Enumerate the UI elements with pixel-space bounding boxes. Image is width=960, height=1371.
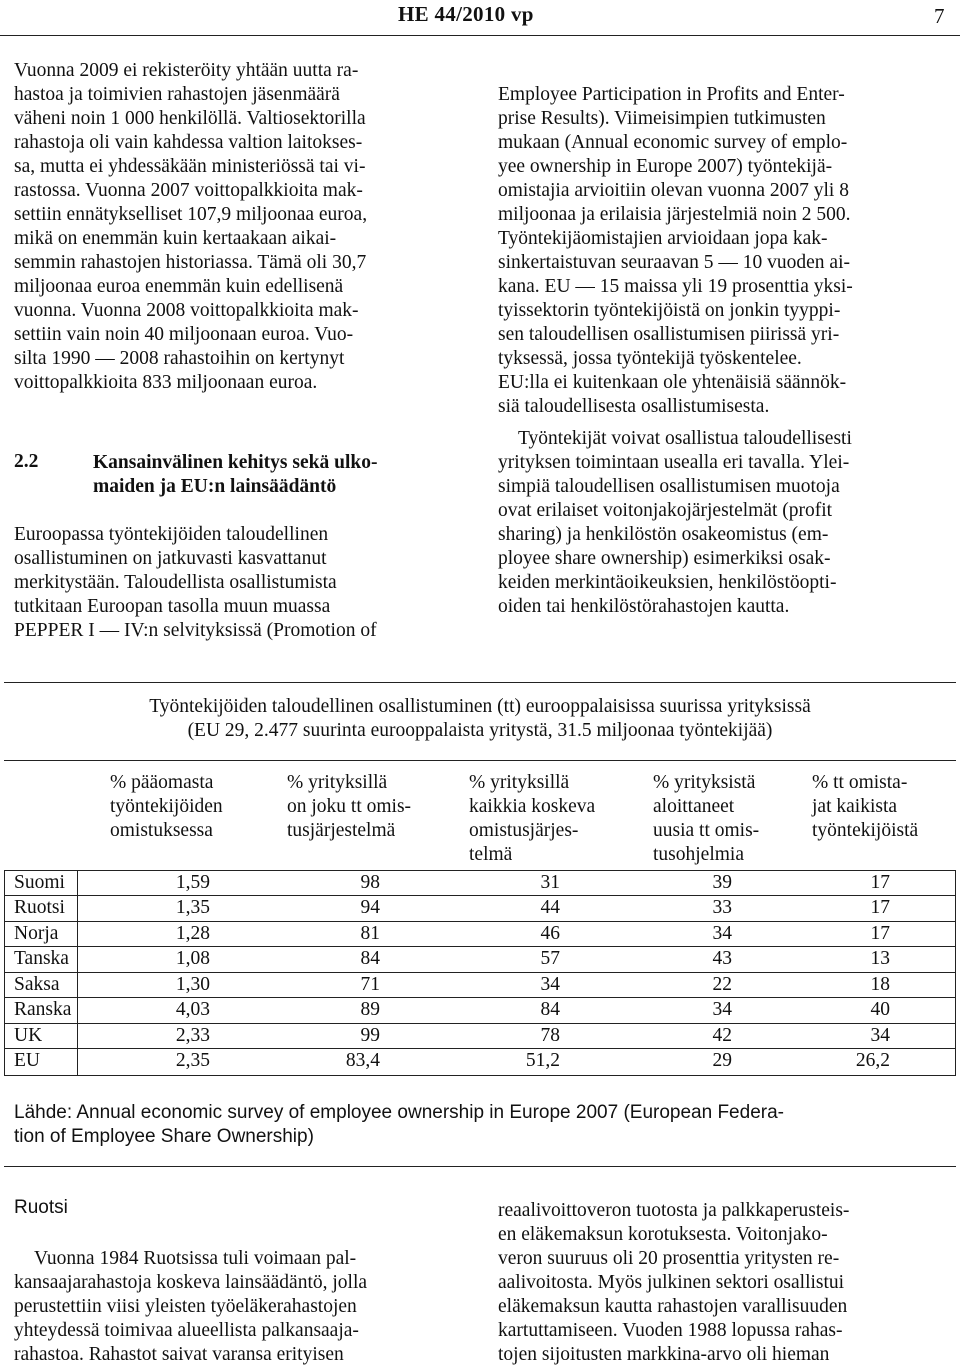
document-id: HE 44/2010 vp [398,2,534,26]
text-line: yee ownership in Europe 2007) työntekijä- [498,156,833,177]
row-label: EU [14,1050,40,1071]
subheading: Ruotsi [14,1197,68,1218]
table-rule [4,1023,956,1024]
text-line: kana. EU — 15 maissa yli 19 prosenttia yksi- [498,276,853,297]
row-label: Ruotsi [14,897,65,918]
table-cell: 1,28 [175,923,210,944]
column-header-line: aloittaneet [653,796,735,817]
text-line: Euroopassa työntekijöiden taloudellinen [14,524,329,545]
table-cell: 98 [360,872,380,893]
text-line: silta 1990 — 2008 rahastoihin on kertynyt [14,348,345,369]
text-line: semmin rahastojen historiassa. Tämä oli 30,7 [14,252,367,273]
column-header-line: omistuksessa [110,820,213,841]
text-line: PEPPER I — IV:n selvityksissä (Promotion of [14,620,377,641]
text-line: rahastoja oli vain kahdessa valtion laitokses- [14,132,363,153]
table-rule [4,1166,956,1167]
text-line: yrityksen toimintaan usealla eri tavalla. Ylei- [498,452,850,473]
text-line: mikä on enemmän kuin kertaakaan aikai- [14,228,337,249]
text-line: rahastoa. Rahastot saivat varansa erityisen [14,1344,344,1365]
table-cell: 51,2 [525,1050,560,1071]
text-line: veron suuruus oli 20 prosenttia yritysten re- [498,1248,840,1269]
column-header-line: kaikkia koskeva [469,796,596,817]
table-cell: 2,35 [175,1050,210,1071]
text-line: miljoonaa euroa enemmän kuin edellisenä [14,276,344,297]
table-cell: 17 [870,897,890,918]
text-line: ovat erilaiset voitonjakojärjestelmät (profit [498,500,833,521]
table-cell: 94 [360,897,380,918]
table-cell: 40 [870,999,890,1020]
table-cell: 26,2 [855,1050,890,1071]
text-line: yhteydessä toimivaa alueellista palkansaaja- [14,1320,359,1341]
table-cell: 1,08 [175,948,210,969]
table-cell: 34 [712,923,732,944]
table-cell: 57 [540,948,560,969]
table-cell: 17 [870,923,890,944]
table-rule [955,870,956,1076]
table-cell: 46 [540,923,560,944]
text-line: rastossa. Vuonna 2007 voittopalkkioita mak- [14,180,363,201]
table-cell: 1,30 [175,974,210,995]
table-cell: 4,03 [175,999,210,1020]
text-line: perustettiin viisi yleisten työeläkerahastojen [14,1296,357,1317]
text-line: tojen sijoitusten markkina-arvo oli hieman [498,1344,830,1365]
text-line: ployee share ownership) esimerkiksi osak- [498,548,831,569]
table-rule [77,870,78,1076]
text-line: keiden merkintäoikeuksien, henkilöstöopti- [498,572,837,593]
table-cell: 22 [712,974,732,995]
column-header-line: % yrityksillä [287,772,388,793]
text-line: en eläkemaksun korotuksesta. Voitonjako- [498,1224,828,1245]
table-cell: 1,59 [175,872,210,893]
column-header-line: on joku tt omis- [287,796,412,817]
table-cell: 18 [870,974,890,995]
text-line: prise Results). Viimeisimpien tutkimusten [498,108,826,129]
text-line: settiin ennätykselliset 107,9 miljoonaa euroa, [14,204,368,225]
column-header-line: uusia tt omis- [653,820,760,841]
column-header-line: telmä [469,844,513,865]
text-line: osallistuminen on jatkuvasti kasvattanut [14,548,327,569]
text-line: reaalivoittoveron tuotosta ja palkkaperusteis- [498,1200,850,1221]
text-line: settiin vain noin 40 miljoonaan euroa. Vuo- [14,324,354,345]
column-header-line: tusohjelmia [653,844,744,865]
text-line: merkitystään. Taloudellista osallistumista [14,572,337,593]
row-label: UK [14,1025,43,1046]
table-cell: 34 [870,1025,890,1046]
table-rule [4,682,956,683]
table-cell: 83,4 [345,1050,380,1071]
table-cell: 1,35 [175,897,210,918]
section-title-line: Kansainvälinen kehitys sekä ulko- [93,452,378,473]
column-header-line: % yrityksillä [469,772,570,793]
table-cell: 34 [712,999,732,1020]
text-line: sen taloudellisen osallistumisen piirissä yri- [498,324,840,345]
column-header-line: jat kaikista [812,796,898,817]
text-line: siä taloudellisesta osallistumisesta. [498,396,770,417]
column-header-line: työntekijöistä [812,820,919,841]
row-label: Saksa [14,974,60,995]
text-line: mukaan (Annual economic survey of emplo- [498,132,848,153]
table-caption-line: Työntekijöiden taloudellinen osallistuminen (tt) eurooppalaisissa suurissa yrityksissä [149,696,811,717]
text-line: aalivoitosta. Myös julkinen sektori osallistui [498,1272,845,1293]
table-cell: 2,33 [175,1025,210,1046]
table-cell: 42 [712,1025,732,1046]
table-rule [4,997,956,998]
text-line: sharing) ja henkilöstön osakeomistus (em- [498,524,829,545]
row-label: Suomi [14,872,65,893]
row-label: Tanska [14,948,69,969]
text-line: Vuonna 1984 Ruotsissa tuli voimaan pal- [34,1248,357,1269]
text-line: miljoonaa ja erilaisia järjestelmiä noin 2 500. [498,204,851,225]
table-cell: 84 [360,948,380,969]
section-number: 2.2 [14,451,39,472]
row-label: Ranska [14,999,72,1020]
table-cell: 43 [712,948,732,969]
text-line: Employee Participation in Profits and Enter- [498,84,845,105]
text-line: kartuttamiseen. Vuoden 1988 lopussa rahas- [498,1320,843,1341]
column-header-line: % yrityksistä [653,772,756,793]
header-rule [0,35,960,36]
table-source-line: tion of Employee Share Ownership) [14,1126,314,1147]
page-number: 7 [934,4,945,28]
text-line: Vuonna 2009 ei rekisteröity yhtään uutta ra- [14,60,359,81]
text-line: Työntekijäomistajien arvioidaan jopa kak- [498,228,828,249]
table-cell: 13 [870,948,890,969]
table-cell: 17 [870,872,890,893]
text-line: tyksessä, jossa työntekijä työskentelee. [498,348,802,369]
table-cell: 31 [540,872,560,893]
table-rule [4,972,956,973]
row-label: Norja [14,923,59,944]
table-cell: 89 [360,999,380,1020]
text-line: Työntekijät voivat osallistua taloudellisesti [518,428,852,449]
text-line: hastoa ja toimivien rahastojen jäsenmäärä [14,84,340,105]
table-rule [4,760,956,761]
table-caption-line: (EU 29, 2.477 suurinta eurooppalaista yritystä, 31.5 miljoonaa työntekijää) [187,720,773,741]
table-cell: 78 [540,1025,560,1046]
table-rule [4,946,956,947]
table-cell: 34 [540,974,560,995]
table-cell: 81 [360,923,380,944]
column-header-line: omistusjärjes- [469,820,579,841]
text-line: tyissektorin työntekijöistä on jonkin tyyppi- [498,300,841,321]
table-rule [4,921,956,922]
column-header-line: tusjärjestelmä [287,820,396,841]
text-line: oiden tai henkilöstörahastojen kautta. [498,596,790,617]
text-line: väheni noin 1 000 henkilöllä. Valtiosektorilla [14,108,366,129]
section-title-line: maiden ja EU:n lainsäädäntö [93,476,337,497]
column-header-line: työntekijöiden [110,796,223,817]
text-line: sinkertaistuvan seuraavan 5 — 10 vuoden ai- [498,252,850,273]
text-line: voittopalkkioita 833 miljoonaan euroa. [14,372,318,393]
table-rule [4,870,5,1076]
table-cell: 71 [360,974,380,995]
text-line: vuonna. Vuonna 2008 voittopalkkioita mak- [14,300,359,321]
column-header-line: % tt omista- [812,772,908,793]
table-cell: 33 [712,897,732,918]
table-rule [4,1048,956,1049]
table-source-line: Lähde: Annual economic survey of employee ownership in Europe 2007 (European Federa- [14,1102,784,1123]
table-cell: 84 [540,999,560,1020]
table-cell: 29 [712,1050,732,1071]
text-line: tutkitaan Euroopan tasolla muun muassa [14,596,331,617]
text-line: omistajia arvioitiin olevan vuonna 2007 yli 8 [498,180,849,201]
text-line: simpiä taloudellisen osallistumisen muotoja [498,476,840,497]
text-line: EU:lla ei kuitenkaan ole yhtenäisiä säännök- [498,372,847,393]
table-cell: 39 [712,872,732,893]
table-cell: 44 [540,897,560,918]
text-line: kansaajarahastoja koskeva lainsäädäntö, jolla [14,1272,368,1293]
table-rule [4,895,956,896]
text-line: sa, mutta ei yhdessäkään ministeriössä tai vi- [14,156,366,177]
text-line: eläkemaksun kautta rahastojen varallisuuden [498,1296,848,1317]
table-cell: 99 [360,1025,380,1046]
table-rule [4,1075,956,1076]
column-header-line: % pääomasta [110,772,214,793]
